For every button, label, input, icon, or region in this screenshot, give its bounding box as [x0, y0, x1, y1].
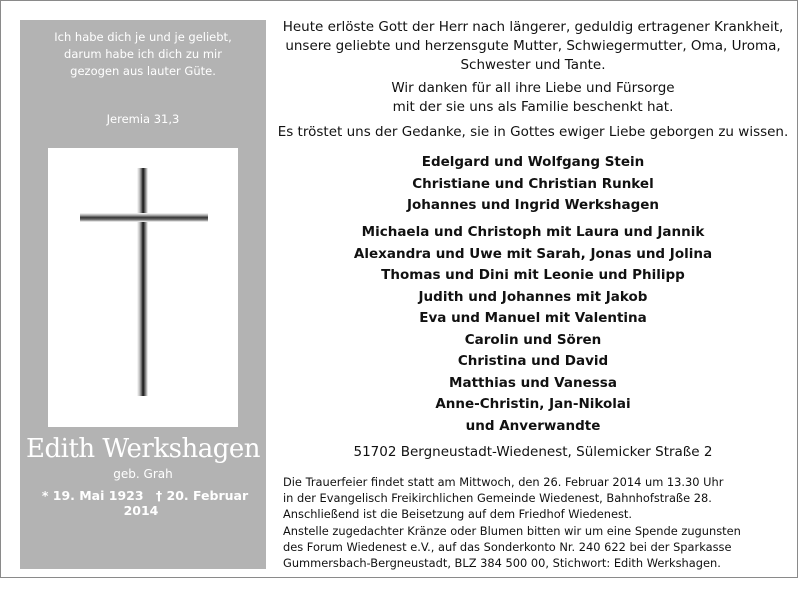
intro-text — [276, 18, 790, 75]
family-line: und Anverwandte — [465, 417, 601, 434]
family-line: Michaela und Christoph mit Laura und Jannik — [361, 224, 705, 240]
family-line: Edelgard und Wolfgang Stein — [421, 154, 645, 170]
notice-line: in der Evangelisch Freikirchlichen Gemeinde Wiedenest, Bahnhofstraße 28. — [283, 491, 712, 506]
family-line: Judith und Johannes mit Jakob — [418, 288, 648, 305]
cross-image — [48, 148, 238, 427]
family-line: Christiane und Christian Runkel — [412, 175, 654, 192]
funeral-notice — [283, 474, 793, 571]
notice-line: Anschließend ist die Beisetzung auf dem Friedhof Wiedenest. — [283, 507, 632, 522]
birth-date: * 19. Mai 1923 — [41, 488, 144, 503]
family-list-grandchildren — [276, 222, 790, 437]
comfort-text: Es tröstet uns der Gedanke, sie in Gottes ewiger Liebe geborgen zu wissen. — [277, 124, 789, 140]
family-line: Alexandra und Uwe mit Sarah, Jonas und Jolina — [353, 245, 713, 262]
intro-line: unsere geliebte und herzensgute Mutter, Schwiegermutter, Oma, Uroma, — [285, 38, 781, 54]
quote-line: gezogen aus lauter Güte. — [70, 64, 216, 78]
family-line: Thomas und Dini mit Leonie und Philipp — [381, 267, 685, 283]
deceased-name: Edith Werkshagen — [26, 434, 260, 464]
cross-icon-bar — [80, 213, 208, 222]
thanks-line: Wir danken für all ihre Liebe und Fürsorge — [391, 80, 675, 96]
family-list-children — [276, 152, 790, 217]
bible-verse: Jeremia 31,3 — [106, 112, 180, 126]
thanks-text — [276, 79, 790, 117]
intro-line: Heute erlöste Gott der Herr nach längerer, geduldig ertragener Krankheit, — [282, 19, 784, 35]
quote-line: Ich habe dich je und je geliebt, — [54, 30, 232, 44]
notice-line: Die Trauerfeier findet statt am Mittwoch, den 26. Februar 2014 um 13.30 Uhr — [283, 475, 724, 489]
bible-quote — [20, 29, 266, 80]
family-line: Johannes und Ingrid Werkshagen — [406, 197, 660, 213]
thanks-line: mit der sie uns als Familie beschenkt hat. — [392, 99, 674, 115]
family-line: Eva und Manuel mit Valentina — [419, 310, 647, 326]
life-dates — [20, 488, 266, 518]
family-line: Matthias und Vanessa — [449, 374, 617, 391]
notice-line: des Forum Wiedenest e.V., auf das Sonderkonto Nr. 240 622 bei der Sparkasse — [283, 539, 732, 554]
maiden-name: geb. Grah — [113, 467, 173, 481]
intro-line: Schwester und Tante. — [460, 57, 606, 73]
family-address: 51702 Bergneustadt-Wiedenest, Sülemicker Straße 2 — [353, 444, 713, 460]
family-line: Christina und David — [457, 353, 609, 369]
notice-line: Gummersbach-Bergneustadt, BLZ 384 500 00, Stichwort: Edith Werkshagen. — [283, 556, 721, 571]
death-date: † 20. Februar 2014 — [123, 488, 249, 518]
quote-line: darum habe ich dich zu mir — [64, 47, 222, 61]
notice-line: Anstelle zugedachter Kränze oder Blumen bitten wir um eine Spende zugunsten — [283, 523, 741, 538]
cross-icon — [137, 168, 148, 396]
left-panel — [20, 20, 266, 569]
family-line: Anne-Christin, Jan-Nikolai — [435, 396, 631, 412]
family-line: Carolin und Sören — [464, 331, 602, 348]
